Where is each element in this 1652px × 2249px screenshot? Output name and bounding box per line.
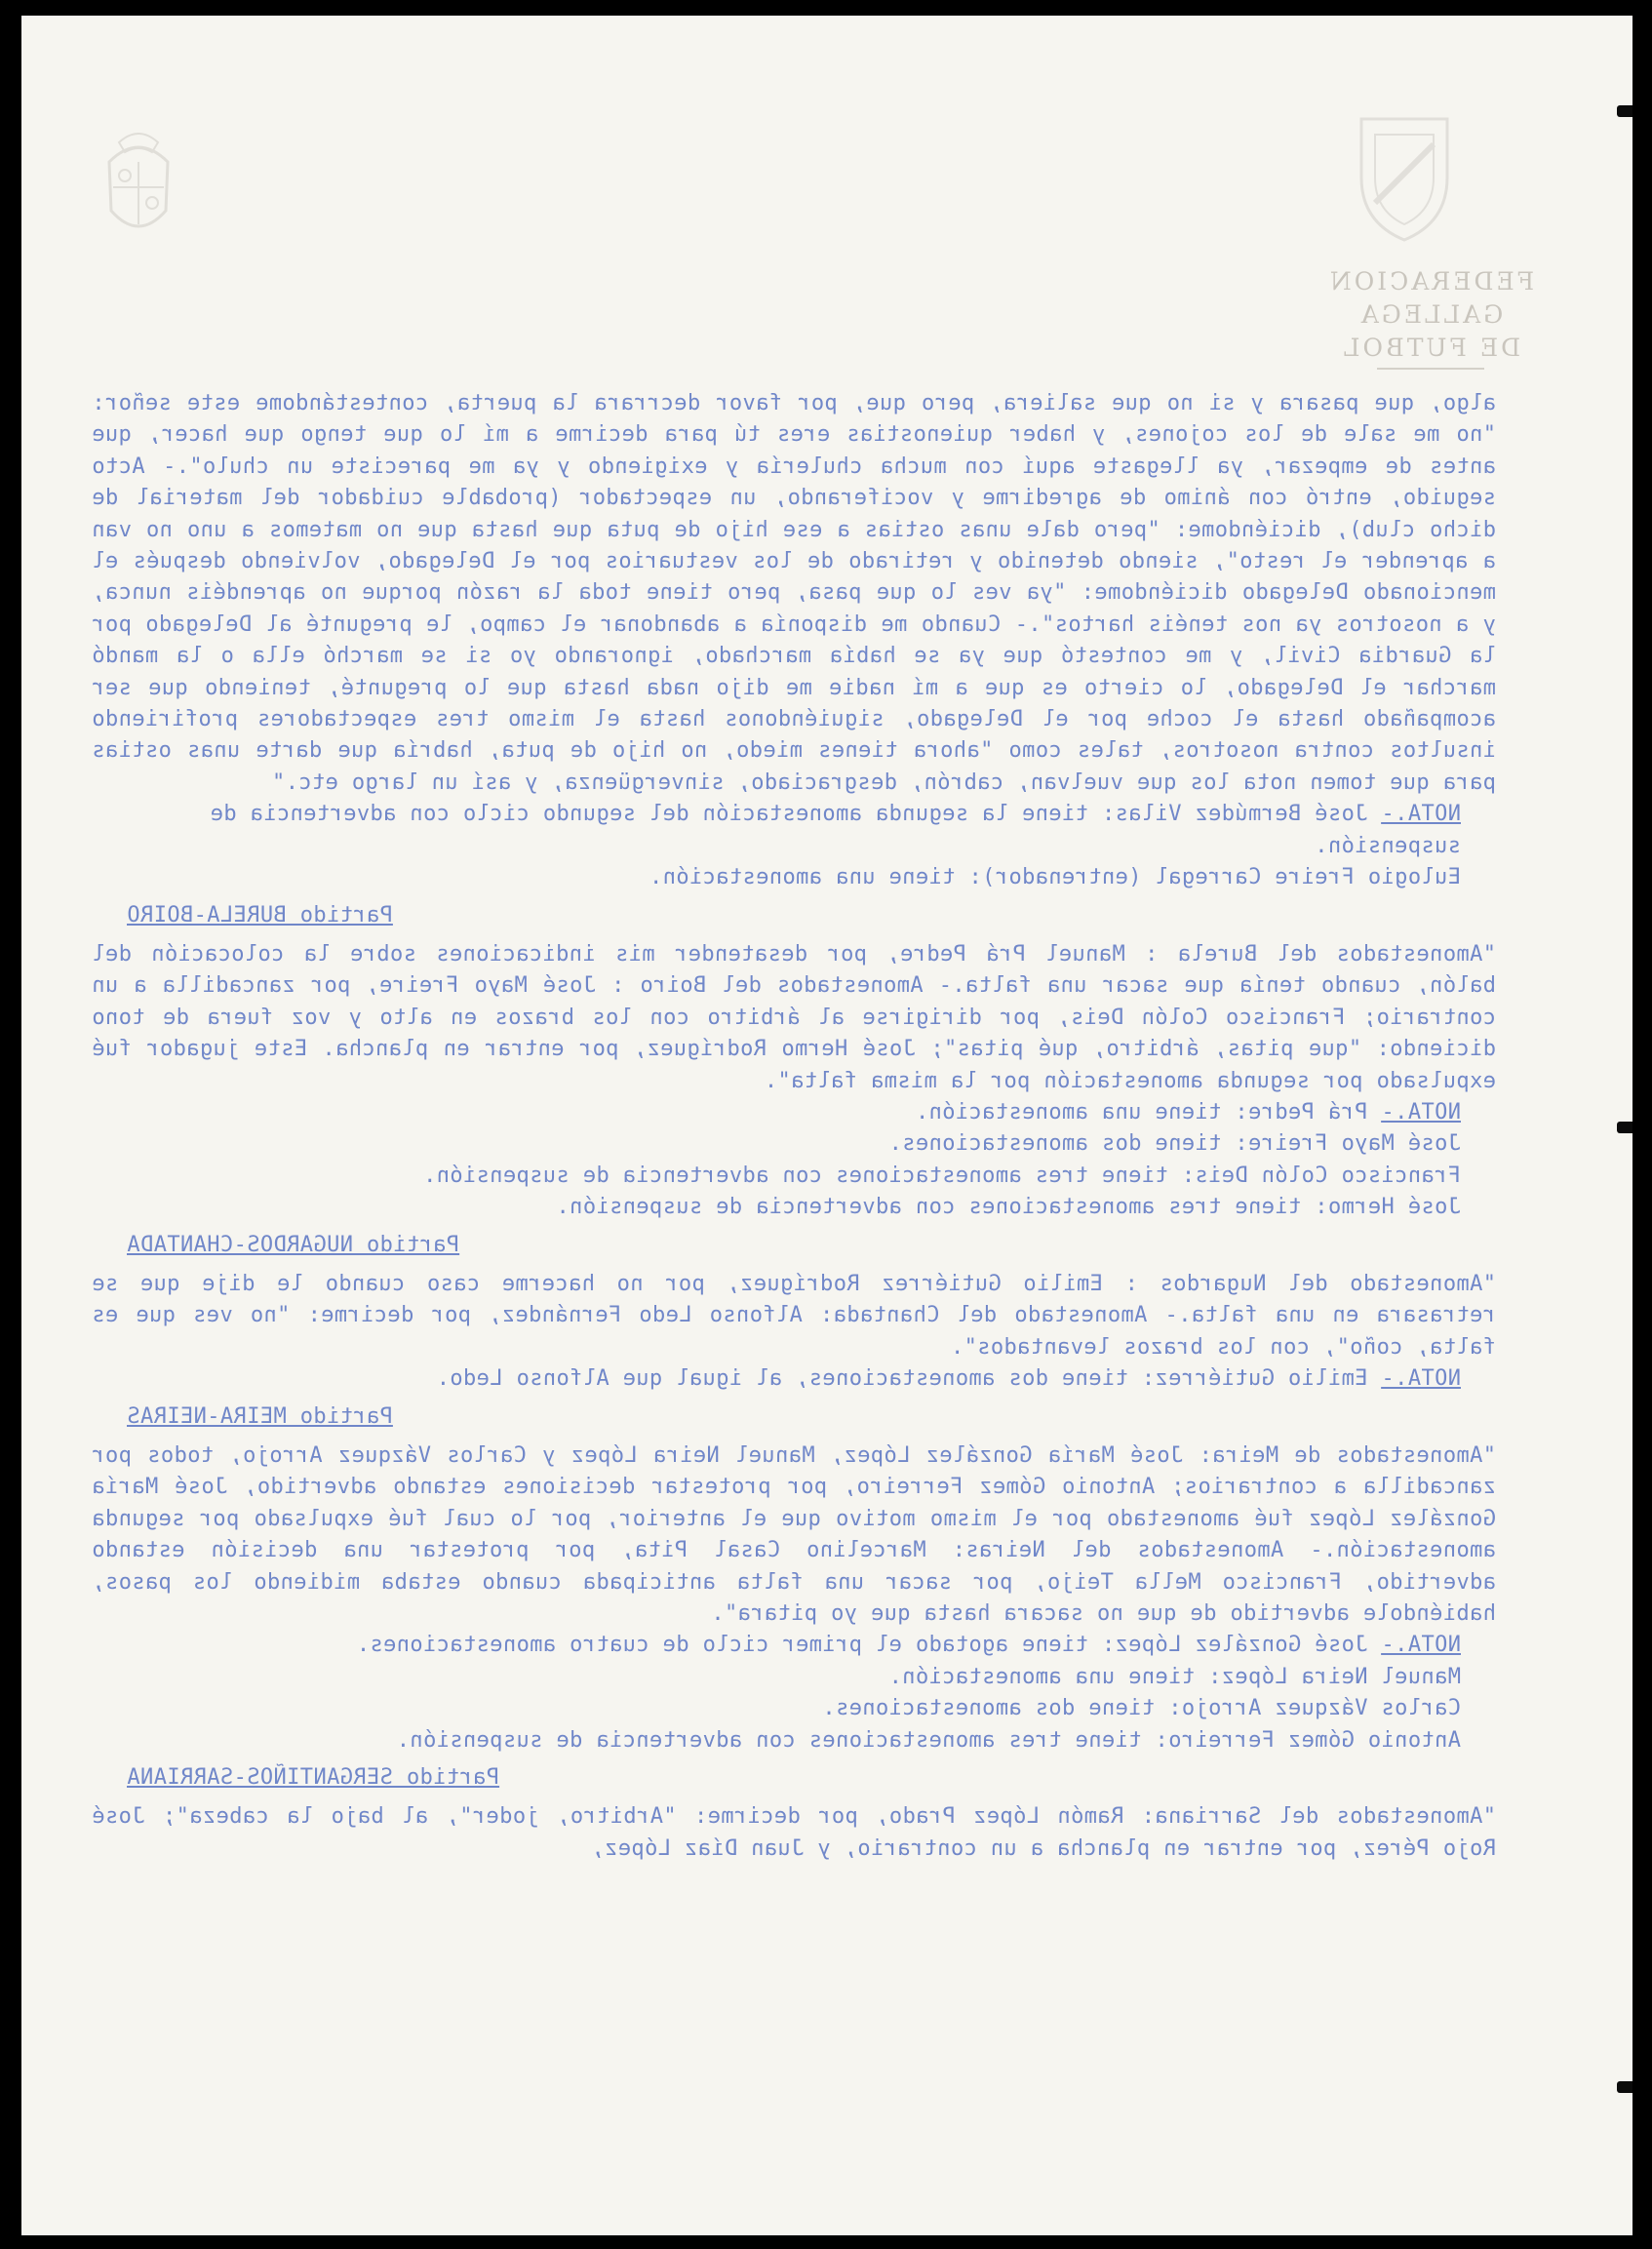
note-line: [92, 862, 1496, 893]
note-text: Francisco Colón Deis: tiene tres amonestaciones con advertencia de suspensión.: [422, 1163, 1461, 1188]
note-line: [92, 1662, 1496, 1693]
note-line: [92, 1192, 1496, 1223]
note-text: Carlos Vázquez Arrojo: tiene dos amonestaciones.: [822, 1696, 1461, 1721]
letterhead-line-2: DE FUTBOL: [1340, 333, 1521, 362]
letterhead: [1270, 265, 1592, 370]
note-text: José González López: tiene agotado el primer ciclo de cuatro amonestaciones.: [356, 1633, 1382, 1658]
section-body: "Amonestados del Burela : Manuel Prá Pedre, por desatender mis indicaciones sobre la colocación del balón, cuando tenía que sacar una falta.- Amonestados del Boiro : José Mayo Freire, por zancadilla a un contrario; Francisco Colón Deis, por dirigirse al árbitro con los brazos en alto y voz fuera de tono diciendo: "que pitas, árbitro, qué pitas"; José Hermo Rodríguez, por entrar en plancha. Este jugador fué expulsado por segunda amonestación por la misma falta".: [78, 941, 1496, 1093]
note-line: [92, 1128, 1496, 1160]
note-text: José Bermúdez Vilas: tiene la segunda amonestación del segundo ciclo con advertencia de suspensión.: [196, 802, 1461, 858]
note-text: José Hermo: tiene tres amonestaciones con advertencia de suspensión.: [556, 1195, 1461, 1220]
match-heading: Partido SERGANTIÑOS-SARRIANA: [127, 1765, 500, 1791]
note-label: NOTA.-: [1381, 802, 1461, 827]
note-text: Emilio Gutiérrez: tiene dos amonestaciones, al igual que Alfonso Ledo.: [436, 1366, 1382, 1392]
note-line: [92, 1725, 1496, 1756]
section-body: "Amonestados de Meira: José María González López, Manuel Neira López y Carlos Vázquez Arrojo, todos por zancadilla a contrarios; Antonio Gómez Ferreiro, por protestar decisiones estando advertido, José María González López fué amonestado por el mismo motivo que el anterior, por lo cual fué expulsado por segunda amonestación.- Amonestados del Neiras: Marcelino Casal Pita, por protestar una decisión estando advertido, Francisco Mella Teijo, por sacar una falta anticipada cuando estaba midiendo los pasos, habiéndole advertido de que no sacara hasta que yo pitara".: [78, 1443, 1496, 1627]
section-body: "Amonestados del Sarriana: Ramón López Prado, por decirme: "Arbitro, joder", al bajo la cabeza"; José Rojo Pérez, por entrar en plancha a un contrario, y Juan Díaz López,: [78, 1804, 1496, 1861]
report-text: [78, 388, 1496, 1865]
binder-hole-mark-middle: [1617, 1122, 1632, 1133]
section-body: "Amonestado del Nugardos : Emilio Gutiérrez Rodríguez, por no hacerme caso cuando le dije que se retrasara en una falta.- Amonestado del Chantada: Alfonso Ledo Fernández, por decirme: "no ves que es falta, coño", con los brazos levantados".: [78, 1271, 1496, 1360]
note-text: Eulogio Freire Carregal (entrenador): tiene una amonestación.: [649, 865, 1461, 890]
paragraph-opening: algo, que pasara y si no que saliera, pero que, por favor decrrara la puerta, contestándome este señor: "no me sale de los cojones, y haber quienostias eres tú para decirme a mí lo que tengo que hacer, que antes de empezar, ya llegaste aquí con mucha chulería y exigiendo y ya me pareciste un chulo".- Acto seguido, entró con ánimo de agredirme y vociferando, un espectador (probable cuidador del material de dicho club), diciéndome: "pero dale unas ostias a ese hijo de puta que hasta que no matemos a uno no van a aprender el resto", siendo detenido y retirado de los vestuarios por el Delegado, volviendo después el mencionado Delegado diciéndome: "ya ves lo que pasa, pero tiene toda la razón porque no aprendéis nunca, y a nosotros ya nos tenéis hartos".- Cuando me disponía a abandonar el campo, le pregunté al Delegado por la Guardia Civil, y me contestó que ya se había marchado, ignorando yo si se marchó ella o la mandó marchar el Delegado, lo cierto es que a mí nadie me dijo nada hasta que lo pregunté, teniendo que ser acompañado hasta el coche por el Delegado, siguiéndonos hasta el mismo tres espectadores profiriendo insultos contra nosotros, tales como "ahora tienes miedo, no hijo de puta, habría que darte unas ostias para que tomen nota los que vuelvan, cabrón, desgraciado, sinvergüenza, y así un largo etc.": [78, 391, 1496, 795]
note-label: NOTA.-: [1381, 1366, 1461, 1392]
coat-of-arms-icon: [80, 123, 197, 250]
match-heading: Partido MEIRA-NEIRAS: [127, 1403, 393, 1429]
note-label: NOTA.-: [1381, 1099, 1461, 1124]
note-line: [92, 1363, 1496, 1395]
note-text: Manuel Neira López: tiene una amonestación.: [888, 1664, 1461, 1689]
note-line: [92, 799, 1496, 862]
note-text: Prá Pedre: tiene una amonestación.: [915, 1099, 1382, 1124]
match-heading: Partido NUGARDOS-CHANTADA: [127, 1232, 460, 1257]
binder-hole-mark-bottom: [1617, 2081, 1632, 2093]
document-page: [21, 16, 1632, 2235]
section-heading: [92, 900, 1496, 931]
section-heading: [92, 1230, 1496, 1261]
letterhead-rule: [1377, 368, 1484, 370]
section-heading: [92, 1762, 1496, 1794]
section-heading: [92, 1401, 1496, 1433]
note-line: [92, 1097, 1496, 1128]
binder-hole-mark-top: [1617, 105, 1632, 117]
note-line: [92, 1161, 1496, 1192]
note-line: [92, 1693, 1496, 1724]
match-heading: Partido BURELA-BOIRO: [127, 902, 393, 927]
note-text: Antonio Gómez Ferreiro: tiene tres amonestaciones con advertencia de suspensión.: [396, 1727, 1461, 1753]
note-label: NOTA.-: [1381, 1633, 1461, 1658]
shield-crest-icon: [1346, 109, 1463, 246]
note-line: [92, 1630, 1496, 1661]
letterhead-line-1: FEDERACION GALLEGA: [1326, 267, 1535, 329]
note-text: José Mayo Freire: tiene dos amonestaciones.: [888, 1131, 1461, 1157]
